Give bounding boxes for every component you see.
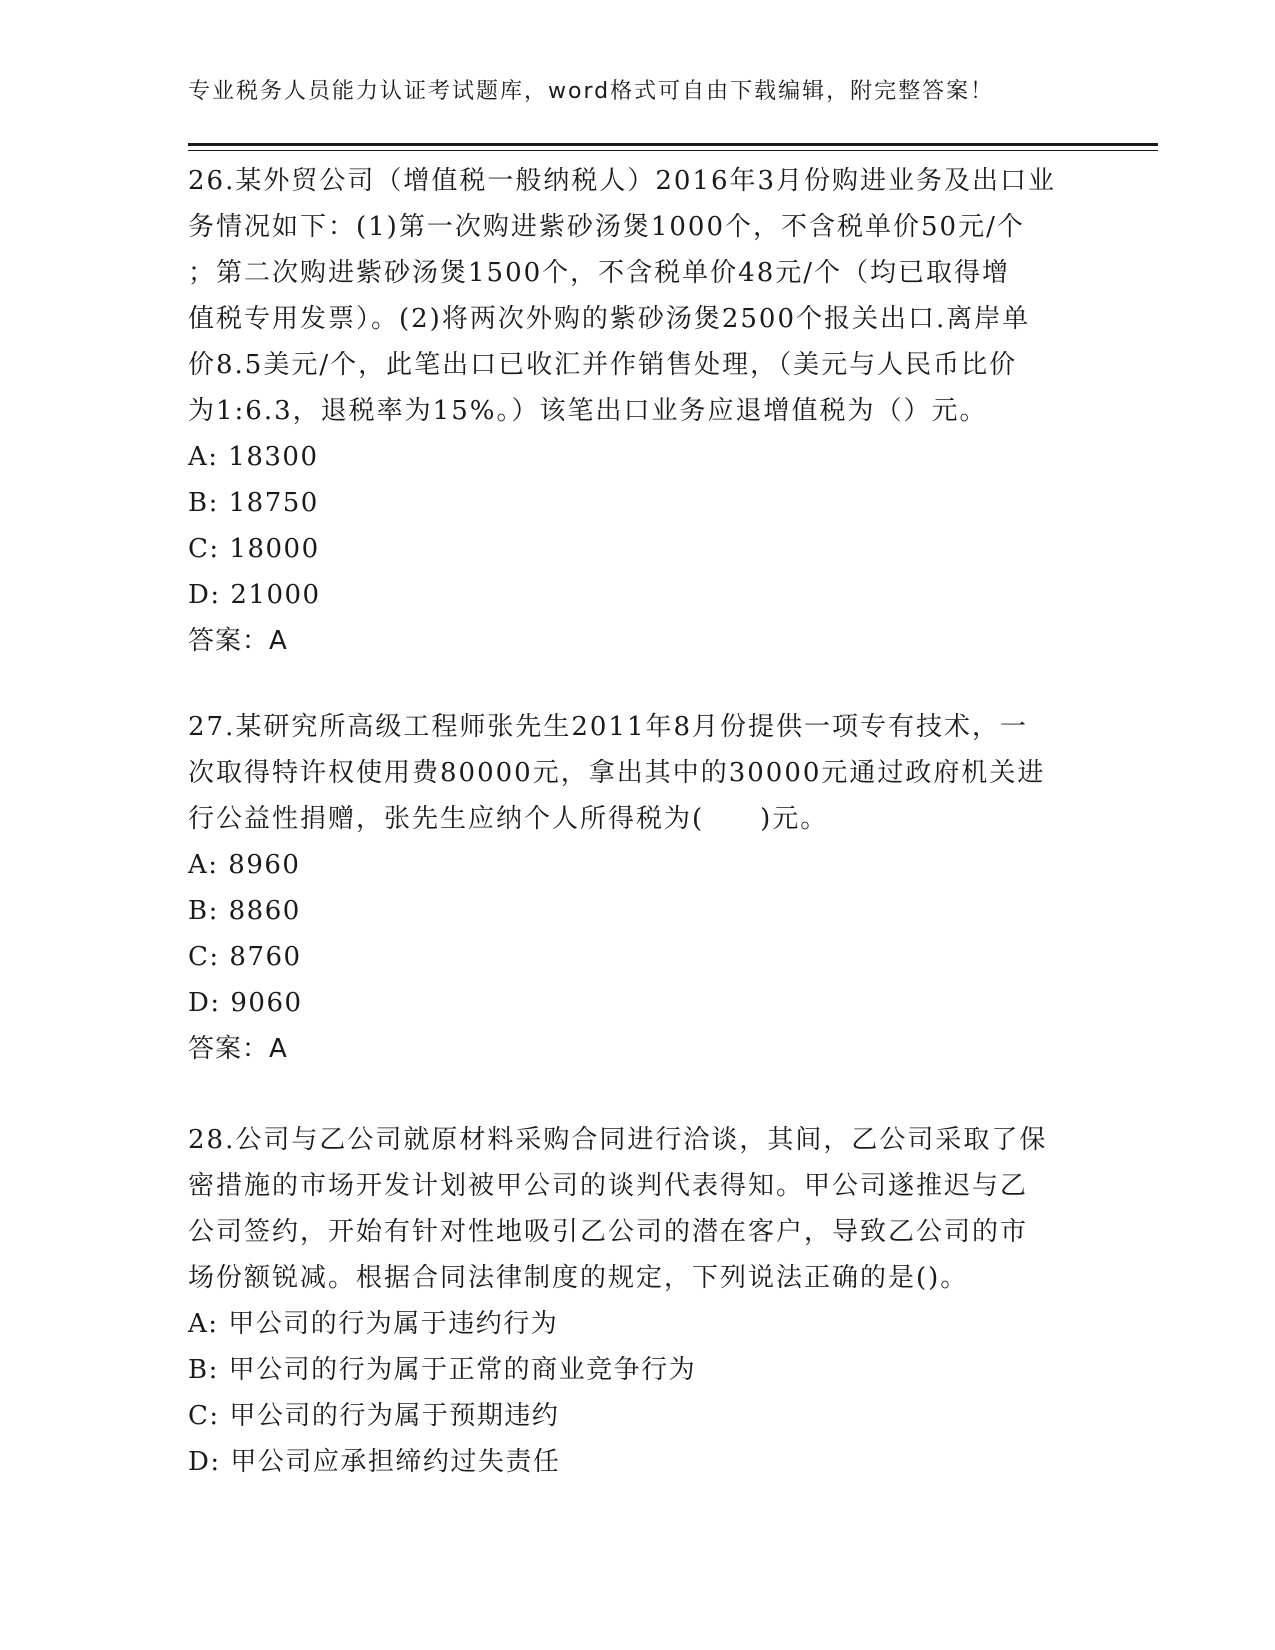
option-a: A: 18300 <box>188 442 319 472</box>
question-stem-line: 为1:6.3，退税率为15%。）该笔出口业务应退增值税为（）元。 <box>188 396 988 426</box>
question-stem-line: 28.公司与乙公司就原材料采购合同进行洽谈，其间，乙公司采取了保 <box>188 1125 1048 1155</box>
page-header: 专业税务人员能力认证考试题库，word格式可自由下载编辑，附完整答案！ <box>188 79 995 104</box>
option-a: A: 8960 <box>188 850 301 880</box>
option-d: D: 21000 <box>188 580 321 610</box>
option-c: C: 8760 <box>188 942 302 972</box>
question-stem-line: 价8.5美元/个，此笔出口已收汇并作销售处理，（美元与人民币比价 <box>188 350 1018 380</box>
option-d: D: 甲公司应承担缔约过失责任 <box>188 1447 561 1477</box>
option-c: C: 18000 <box>188 534 320 564</box>
question-stem-line: 务情况如下：(1)第一次购进紫砂汤煲1000个，不含税单价50元/个 <box>188 212 1025 242</box>
header-rule-thin <box>188 150 1158 151</box>
answer-line: 答案：A <box>188 626 288 656</box>
question-27 <box>188 704 1088 1072</box>
option-c: C: 甲公司的行为属于预期违约 <box>188 1401 560 1431</box>
question-stem-line: 场份额锐减。根据合同法律制度的规定，下列说法正确的是()。 <box>188 1263 969 1293</box>
question-stem-line: 密措施的市场开发计划被甲公司的谈判代表得知。甲公司遂推迟与乙 <box>188 1171 1029 1201</box>
question-stem-line: 26.某外贸公司（增值税一般纳税人）2016年3月份购进业务及出口业 <box>188 166 1057 196</box>
question-stem-line: 行公益性捐赠，张先生应纳个人所得税为( )元。 <box>188 804 829 834</box>
question-26 <box>188 158 1088 664</box>
header-rule-thick <box>188 143 1158 146</box>
option-b: B: 甲公司的行为属于正常的商业竞争行为 <box>188 1355 697 1385</box>
option-b: B: 18750 <box>188 488 319 518</box>
question-stem-line: 次取得特许权使用费80000元，拿出其中的30000元通过政府机关进 <box>188 758 1046 788</box>
option-b: B: 8860 <box>188 896 301 926</box>
question-stem-line: 27.某研究所高级工程师张先生2011年8月份提供一项专有技术，一 <box>188 712 1029 742</box>
answer-line: 答案：A <box>188 1034 288 1064</box>
question-stem-line: 值税专用发票）。(2)将两次外购的紫砂汤煲2500个报关出口.离岸单 <box>188 304 1031 334</box>
question-stem-line: 公司签约，开始有针对性地吸引乙公司的潜在客户，导致乙公司的市 <box>188 1217 1029 1247</box>
option-a: A: 甲公司的行为属于违约行为 <box>188 1309 559 1339</box>
question-28 <box>188 1117 1088 1485</box>
option-d: D: 9060 <box>188 988 303 1018</box>
question-stem-line: ；第二次购进紫砂汤煲1500个，不含税单价48元/个（均已取得增 <box>188 258 1011 288</box>
